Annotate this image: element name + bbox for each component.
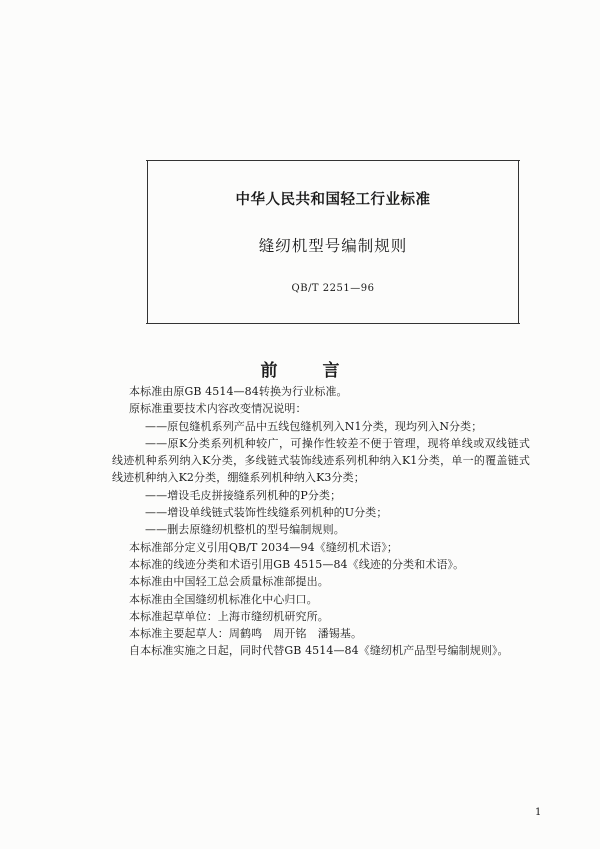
foreword-paragraph: 本标准由全国缝纫机标准化中心归口。 [129,592,318,606]
foreword-paragraph: 本标准主要起草人：周鹤鸣 周开铭 潘锡基。 [129,627,363,641]
foreword-paragraph: 本标准由中国轻工总会质量标准部提出。 [129,575,329,589]
foreword-paragraph: 原标准重要技术内容改变情况说明： [129,402,307,416]
foreword-paragraph: 本标准起草单位：上海市缝纫机研究所。 [129,609,329,623]
foreword-paragraph: 本标准部分定义引用QB/T 2034—94《缝纫机术语》； [129,540,399,554]
standard-title: 缝纫机型号编制规则 [258,237,408,255]
foreword-paragraph: ——原包缝机系列产品中五线包缝机列入N1分类，现均列入N分类； [145,419,483,433]
standard-organization: 中华人民共和国轻工行业标准 [235,192,431,208]
standard-title-box [147,160,519,324]
foreword-paragraph: ——删去原缝纫机整机的型号编制规则。 [145,523,345,537]
foreword-body [112,383,530,660]
foreword-heading: 前 言 [260,361,354,381]
foreword-paragraph: 本标准由原GB 4514—84转换为行业标准。 [129,385,348,398]
box-top-border [146,160,520,161]
standard-code: QB/T 2251—96 [291,283,375,294]
foreword-paragraph: 本标准的线迹分类和术语引用GB 4515—84《线迹的分类和术语》。 [129,557,465,571]
foreword-paragraph: 自本标准实施之日起，同时代替GB 4514—84《缝纫机产品型号编制规则》。 [129,644,509,658]
foreword-paragraph: ——增设毛皮拼接缝系列机种的P分类； [145,488,342,502]
foreword-paragraph: ——原K分类系列机种较广，可操作性较差不便于管理，现将单线或双线链式线迹机种系列纳入K分类，多线链式装饰线迹系列机种纳入K1分类，单一的覆盖链式线迹机种纳入K2分类，绷缝系列机种纳入K3分类； [112,436,530,485]
foreword-paragraph: ——增设单线链式装饰性线缝系列机种的U分类； [145,506,388,520]
page-number: 1 [535,807,542,818]
box-bottom-border [146,323,520,324]
